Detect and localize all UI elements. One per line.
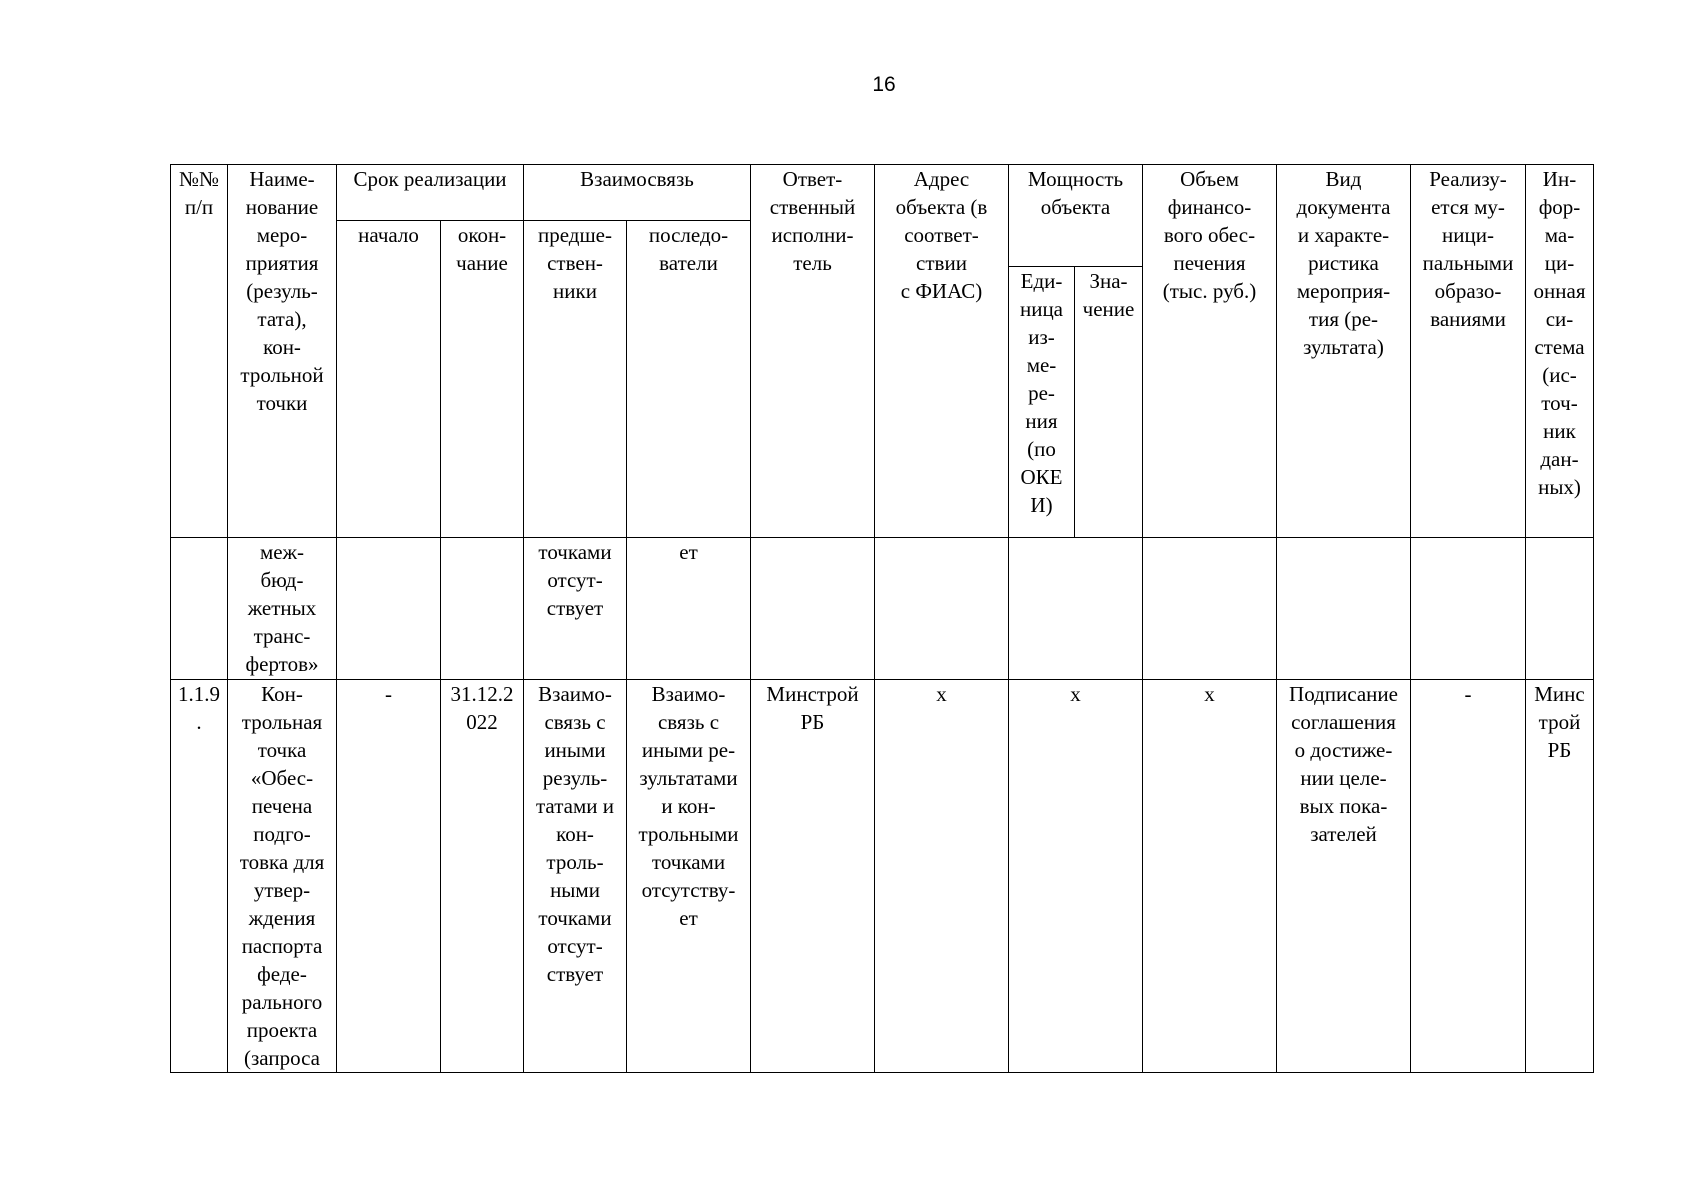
cell-municipal: - [1411,680,1526,1073]
cell-municipal [1411,538,1526,680]
header-municipal: Реализу- ется му- ници- пальными образо- ваниями [1411,165,1526,538]
cell-prev: Взаимо- связь с иными резуль- татами и кон- троль- ными точками отсут- ствует [524,680,627,1073]
header-row [171,165,1594,221]
header-capacity-unit: Еди- ница из- ме- ре- ния (по ОКЕ И) [1009,267,1075,538]
header-num: №№ п/п [171,165,228,538]
cell-name: меж- бюд- жетных транс- фертов» [228,538,337,680]
cell-address: х [875,680,1009,1073]
header-address: Адрес объекта (в соответ- ствии с ФИАС) [875,165,1009,538]
cell-prev: точками отсут- ствует [524,538,627,680]
cell-end: 31.12.2 022 [441,680,524,1073]
header-capacity: Мощность объекта [1009,165,1143,267]
cell-capacity [1009,538,1143,680]
cell-next: Взаимо- связь с иными ре- зультатами и кон- трольными точками отсутству- ет [627,680,751,1073]
cell-info: Минс трой РБ [1526,680,1594,1073]
cell-finance [1143,538,1277,680]
page-number: 16 [872,73,896,96]
header-name: Наиме- нование меро- приятия (резуль- тата), кон- трольной точки [228,165,337,538]
header-relation-next: последо- ватели [627,221,751,538]
cell-start [337,538,441,680]
cell-finance: х [1143,680,1277,1073]
header-info-system: Ин- фор- ма- ци- онная си- стема (ис- точ- ник дан- ных) [1526,165,1594,538]
cell-num [171,538,228,680]
events-table [170,164,1594,1073]
cell-num: 1.1.9 . [171,680,228,1073]
cell-responsible [751,538,875,680]
cell-address [875,538,1009,680]
header-term-start: начало [337,221,441,538]
header-responsible: Ответ- ственный исполни- тель [751,165,875,538]
cell-info [1526,538,1594,680]
cell-capacity: х [1009,680,1143,1073]
cell-responsible: Минстрой РБ [751,680,875,1073]
table-row [171,538,1594,680]
header-relation-prev: предше- ствен- ники [524,221,627,538]
header-finance: Объем финансо- вого обес- печения (тыс. руб.) [1143,165,1277,538]
table-row [171,680,1594,1073]
header-term: Срок реализации [337,165,524,221]
header-capacity-value: Зна- чение [1075,267,1143,538]
header-term-end: окон- чание [441,221,524,538]
cell-doc: Подписание соглашения о достиже- нии целе- вых пока- зателей [1277,680,1411,1073]
cell-name: Кон- трольная точка «Обес- печена подго- товка для утвер- ждения паспорта феде- рального проекта (запроса [228,680,337,1073]
cell-next: ет [627,538,751,680]
cell-start: - [337,680,441,1073]
cell-doc [1277,538,1411,680]
cell-end [441,538,524,680]
header-doc-type: Вид документа и характе- ристика мероприя- тия (ре- зультата) [1277,165,1411,538]
header-relation: Взаимосвязь [524,165,751,221]
